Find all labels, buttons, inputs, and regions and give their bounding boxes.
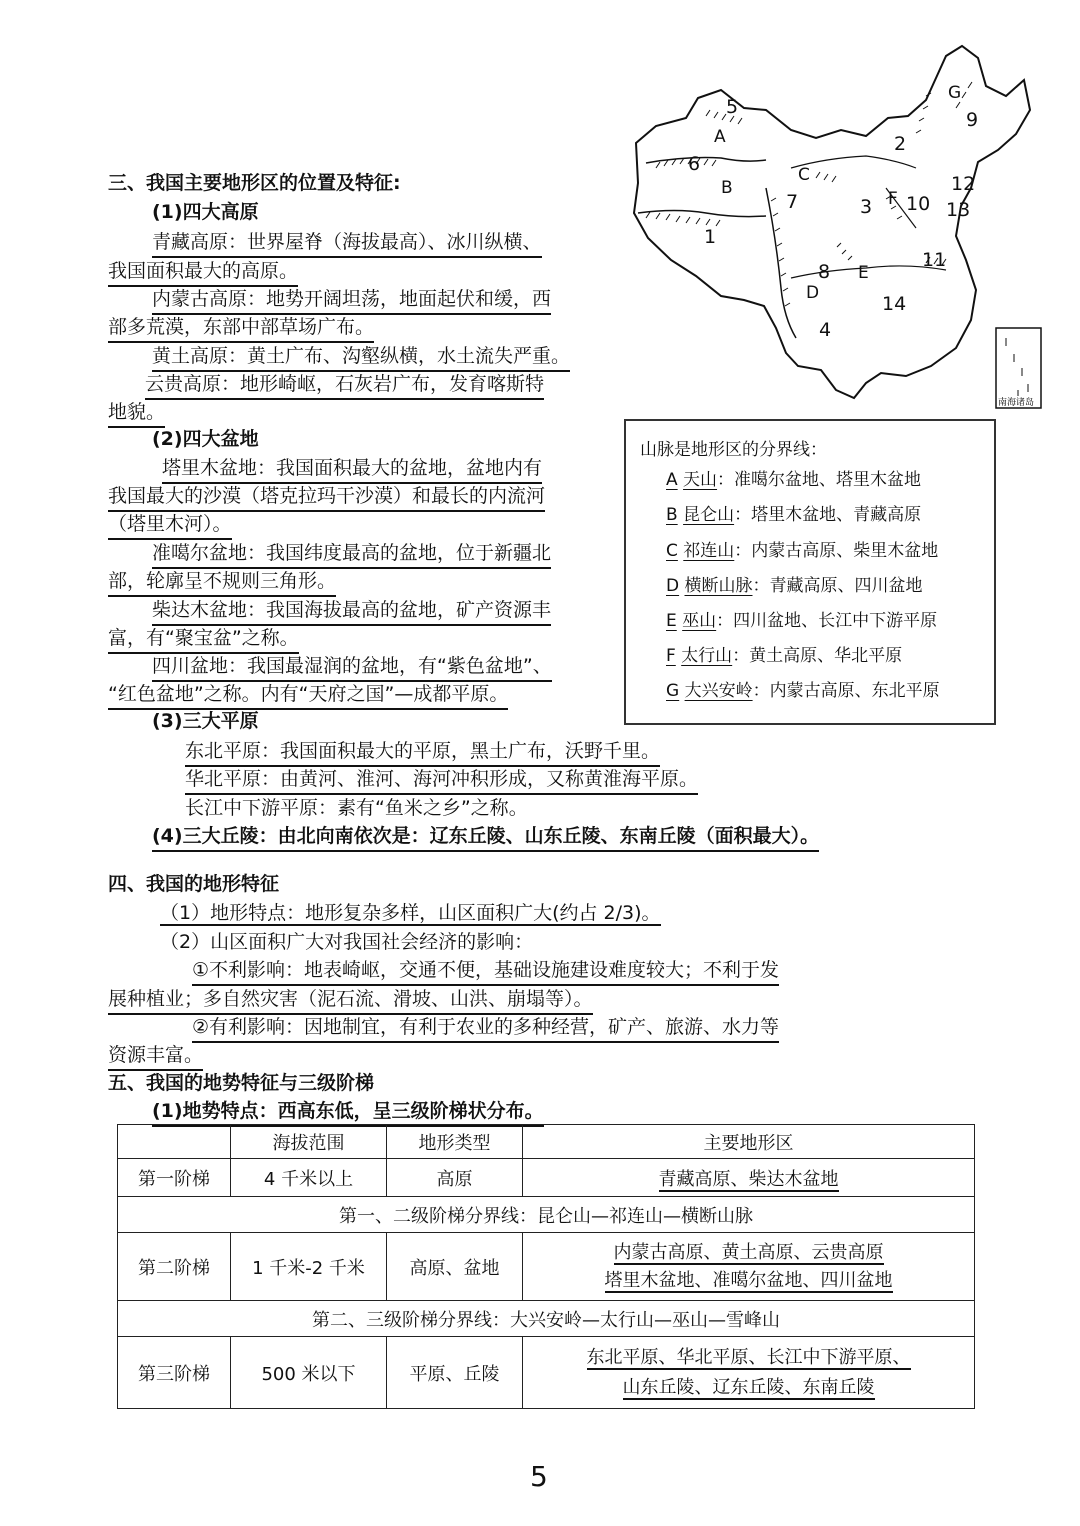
step-boundary-1: 第一、二级阶梯分界线：昆仑山—祁连山—横断山脉: [118, 1197, 975, 1233]
table-header-cell: 主要地形区: [523, 1125, 975, 1159]
plateau-line-5: 黄土高原：黄土广布、沟壑纵横，水土流失严重。: [152, 342, 570, 372]
section5-heading: 五、我国的地势特征与三级阶梯: [108, 1072, 375, 1094]
page-number: 5: [530, 1460, 548, 1493]
boundary-item: F 太行山：黄土高原、华北平原: [666, 646, 903, 666]
plains-title: (3)三大平原: [152, 710, 259, 732]
map-label-8: 8: [818, 261, 831, 283]
plateau-line-1: 青藏高原：世界屋脊（海拔最高）、冰川纵横、: [152, 228, 542, 258]
plateau-line-6: 云贵高原：地形崎岖，石灰岩广布，发育喀斯特: [145, 370, 544, 400]
map-label-11: 11: [922, 249, 947, 271]
plain-line-1: 东北平原：我国面积最大的平原，黑土广布，沃野千里。: [185, 737, 660, 767]
main-areas: 青藏高原、柴达木盆地: [523, 1159, 975, 1197]
section4-line-6: 资源丰富。: [108, 1041, 203, 1071]
section5-sub: (1)地势特点：西高东低，呈三级阶梯状分布。: [152, 1097, 544, 1127]
step-boundary-2: 第二、三级阶梯分界线：大兴安岭—太行山—巫山—雪峰山: [118, 1301, 975, 1337]
boundary-item: A 天山：准噶尔盆地、塔里木盆地: [666, 470, 922, 490]
boundary-box-title: 山脉是地形区的分界线：: [640, 440, 827, 460]
table-divider-row: [118, 1197, 975, 1233]
basin-line-9: “红色盆地”之称。内有“天府之国”—成都平原。: [108, 680, 508, 710]
basin-line-6: 柴达木盆地：我国海拔最高的盆地，矿产资源丰: [152, 596, 551, 626]
boundary-item: B 昆仑山：塔里木盆地、青藏高原: [666, 505, 922, 525]
table-header-row: [118, 1125, 975, 1159]
plateau-line-7: 地貌。: [108, 398, 165, 428]
altitude-range: 500 米以下: [231, 1337, 387, 1409]
table-row: [118, 1337, 975, 1409]
boundary-item: C 祁连山：内蒙古高原、柴里木盆地: [666, 541, 939, 561]
china-outline: [634, 46, 1030, 398]
plateau-line-3: 内蒙古高原：地势开阔坦荡，地面起伏和缓，西: [152, 285, 551, 315]
map-label-9: 9: [966, 109, 979, 131]
terrain-type: 平原、丘陵: [387, 1337, 523, 1409]
table-header-cell: [118, 1125, 231, 1159]
plain-line-2: 华北平原：由黄河、淮河、海河冲积形成，又称黄淮海平原。: [185, 765, 698, 795]
section4-line-1: （1）地形特点：地形复杂多样，山区面积广大(约占 2/3)。: [160, 902, 661, 924]
map-label-5: 5: [726, 96, 739, 118]
basin-line-5: 部，轮廓呈不规则三角形。: [108, 567, 336, 597]
plateaus-title: (1)四大高原: [152, 201, 259, 223]
map-label-3: 3: [860, 196, 873, 218]
map-label-2: 2: [894, 133, 907, 155]
section4-heading: 四、我国的地形特征: [108, 873, 280, 895]
basins-title: (2)四大盆地: [152, 428, 259, 450]
map-label-A: A: [714, 127, 726, 147]
main-areas: 东北平原、华北平原、长江中下游平原、 山东丘陵、辽东丘陵、东南丘陵: [523, 1337, 975, 1409]
step-name: 第一阶梯: [118, 1159, 231, 1197]
basin-line-3: （塔里木河）。: [108, 510, 232, 540]
map-label-F: F: [888, 189, 898, 209]
basin-line-7: 富，有“聚宝盆”之称。: [108, 624, 299, 654]
section4-line-3: ①不利影响：地表崎岖，交通不便，基础设施建设难度较大；不利于发: [192, 956, 779, 986]
terrain-type: 高原、盆地: [387, 1233, 523, 1301]
terrain-type: 高原: [387, 1159, 523, 1197]
table-row: [118, 1159, 975, 1197]
map-label-6: 6: [688, 153, 701, 175]
basin-line-1: 塔里木盆地：我国面积最大的盆地，盆地内有: [162, 454, 542, 484]
map-label-7: 7: [786, 191, 799, 213]
plateau-line-4: 部多荒漠，东部中部草场广布。: [108, 313, 374, 343]
section4-line-5: ②有利影响：因地制宜，有利于农业的多种经营，矿产、旅游、水力等: [192, 1013, 779, 1043]
map-label-1: 1: [704, 226, 717, 248]
section3-heading: 三、我国主要地形区的位置及特征:: [108, 172, 401, 194]
table-row: [118, 1233, 975, 1301]
plateau-line-2: 我国面积最大的高原。: [108, 257, 298, 287]
hills-line: (4)三大丘陵：由北向南依次是：辽东丘陵、山东丘陵、东南丘陵（面积最大）。: [152, 822, 819, 852]
table-header-cell: 海拔范围: [231, 1125, 387, 1159]
map-label-D: D: [806, 283, 820, 303]
map-label-E: E: [858, 263, 869, 283]
map-label-G: G: [948, 83, 962, 103]
altitude-range: 4 千米以上: [231, 1159, 387, 1197]
boundary-item: G 大兴安岭：内蒙古高原、东北平原: [666, 681, 940, 701]
basin-line-4: 准噶尔盆地：我国纬度最高的盆地，位于新疆北: [152, 539, 551, 569]
plain-line-3: 长江中下游平原：素有“鱼米之乡”之称。: [185, 797, 528, 819]
terrain-steps-table: [117, 1124, 975, 1409]
map-label-10: 10: [906, 193, 931, 215]
boundary-item: D 横断山脉：青藏高原、四川盆地: [666, 576, 923, 596]
basin-line-2: 我国最大的沙漠（塔克拉玛干沙漠）和最长的内流河: [108, 482, 545, 512]
inset-label: 南海诸岛: [998, 398, 1035, 408]
china-terrain-map: [626, 38, 1046, 410]
step-name: 第三阶梯: [118, 1337, 231, 1409]
map-label-12: 12: [951, 173, 976, 195]
map-label-4: 4: [819, 319, 832, 341]
map-label-C: C: [798, 165, 810, 185]
altitude-range: 1 千米-2 千米: [231, 1233, 387, 1301]
step-name: 第二阶梯: [118, 1233, 231, 1301]
table-divider-row: [118, 1301, 975, 1337]
table-header-cell: 地形类型: [387, 1125, 523, 1159]
map-label-13: 13: [946, 199, 971, 221]
main-areas: 内蒙古高原、黄土高原、云贵高原 塔里木盆地、准噶尔盆地、四川盆地: [523, 1233, 975, 1301]
section4-line-4: 展种植业；多自然灾害（泥石流、滑坡、山洪、崩塌等）。: [108, 985, 593, 1015]
mountain-boundary-box: [624, 419, 996, 725]
basin-line-8: 四川盆地：我国最湿润的盆地，有“紫色盆地”、: [152, 652, 552, 682]
map-label-14: 14: [882, 293, 907, 315]
section4-line-2: （2）山区面积广大对我国社会经济的影响：: [160, 931, 534, 953]
boundary-item: E 巫山：四川盆地、长江中下游平原: [666, 611, 938, 631]
map-label-B: B: [721, 178, 733, 198]
